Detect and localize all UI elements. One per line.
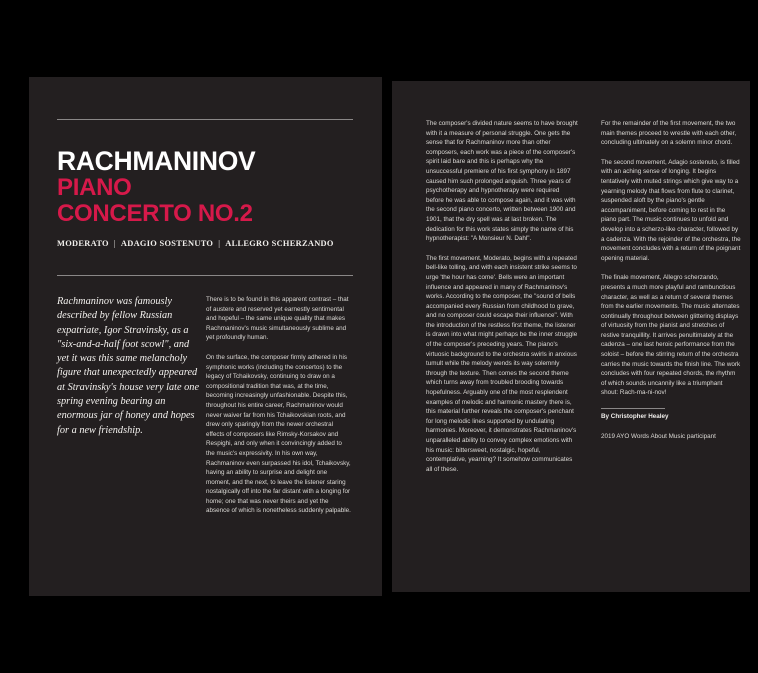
pull-quote: Rachmaninov was famously described by fellow Russian expatriate, Igor Stravinsky, as a "six-and-a-half foot scowl", and yet it was this same melancholy figure that unexpectedly appeared at Stravinsky's house very late one spring evening bearing an enormous jar of honey and hopes for a new friendship. <box>57 296 200 436</box>
movement-2: ADAGIO SOSTENUTO <box>120 239 214 248</box>
left-page <box>29 77 382 596</box>
body-paragraph: The finale movement, Allegro scherzando, presents a much more playful and rambunctious character, as well as a return of several themes from the earlier movements. The music alternates continually throughout between glittering displays of virtuosity from the pianist and stretches of restive tranquillity. It arrives penultimately at the cadenza – one last heroic performance from the soloist – before the stirring return of the orchestra carries the music towards the finish line. The work concludes with four repeated chords, the rhythm of which sounds uncannily like a triumphant shout: Rach-ma-ni-nov! <box>601 274 741 397</box>
right-body-column-1 <box>426 119 578 484</box>
top-rule <box>57 119 353 120</box>
left-body-column <box>206 295 352 526</box>
author-credit: 2019 AYO Words About Music participant <box>601 432 716 440</box>
body-paragraph: The second movement, Adagio sostenuto, is filled with an aching sense of longing. It begins tentatively with muted strings which give way to a yearning melody that flows from flute to clarinet, suspended aloft by the piano's gentle accompaniment, before coming to rest in the piano part. The music continues to unfold and develop into a scherzo-like character, followed by a cadenza. With the rejoinder of the orchestra, the movement concludes with a return of the poignant opening material. <box>601 158 741 262</box>
composer-name: RACHMANINOV <box>57 146 256 176</box>
right-page <box>392 81 750 592</box>
movement-3: ALLEGRO SCHERZANDO <box>225 239 334 248</box>
work-title-line2: CONCERTO NO.2 <box>57 200 253 227</box>
movement-list <box>57 239 357 248</box>
body-paragraph: For the remainder of the first movement, the two main themes proceed to wrestle with each other, concluding ultimately on a solemn minor chord. <box>601 120 737 147</box>
body-paragraph: The composer's divided nature seems to have brought with it a measure of personal struggle. One gets the sense that for Rachmaninov more than other composers, each work was a piece of the composer's spirit laid bare and this is perhaps why the unsuccessful premiere of his first symphony in 1897 caused him such prolonged anguish. Three years of psychotherapy and hypnotherapy were required before he was able to compose again, and it was with the second piano concerto, written between 1900 and 1901, that the dry spell was at last broken. The dedication for this work states simply the name of his hypnotherapist: "A Monsieur N. Dahl". <box>426 120 578 243</box>
movement-1: MODERATO <box>57 239 109 248</box>
body-paragraph: There is to be found in this apparent contrast – that of austere and reserved yet earnestly sentimental and hopeful – the same unique quality that makes Rachmaninov's music simultaneously sublime and yet profoundly human. <box>206 296 349 342</box>
middle-rule <box>57 275 353 276</box>
author-name: By Christopher Healey <box>601 413 669 421</box>
movement-separator: | <box>218 239 221 248</box>
work-title-line1: PIANO <box>57 174 132 201</box>
author-rule <box>601 408 665 409</box>
body-paragraph: The first movement, Moderato, begins with a repeated bell-like tolling, and with each insistent strike seems to urge 'the hour has come'. Bells were an important influence and appeared in many of Rachmaninov's works. According to the composer, the "sound of bells accompanied every Russian from childhood to grave, and no composer could escape their influence". With the introduction of the restless first theme, the listener is drawn into what might perhaps be the inner struggle of the composer's preceding years. The piano's virtuosic background to the orchestra swirls in anxious tumult while the melody wends its way solemnly through the texture. Then comes the second theme which turns away from troubled brooding towards hopefulness. Arguably one of the most resplendent examples of melodic and harmonic mastery there is, this material further reveals the composer's penchant for long melodic lines supported by undulating harmonies. Moreover, it demonstrates Rachmaninov's unparalleled ability to convey complex emotions with his music: bittersweet, nostalgic, hopeful, contemplative, yearning? It somehow communicates all of these. <box>426 254 578 473</box>
title-block <box>57 147 357 227</box>
movement-separator: | <box>113 239 116 248</box>
right-body-column-2 <box>601 119 741 451</box>
body-paragraph: On the surface, the composer firmly adhered in his symphonic works (including the concertos) to the legacy of Tchaikovsky, continuing to draw on a compositional tradition that was, at the time, becoming increasingly unfashionable. Despite this, throughout his entire career, Rachmaninov would never waiver far from his Tchaikovskian roots, and drew only sparingly from the newer orchestral effects of composers like Rimsky-Korsakov and Respighi, and only when it convincingly added to the music's expressivity. In his own way, Rachmaninov even surpassed his idol, Tchaikovsky, having an ability to surprise and delight one moment, and the next, to leave the listener staring nostalgically off into the far distant with a longing for home; one that was never theirs and yet the absence of which is nonetheless suddenly palpable. <box>206 353 351 515</box>
